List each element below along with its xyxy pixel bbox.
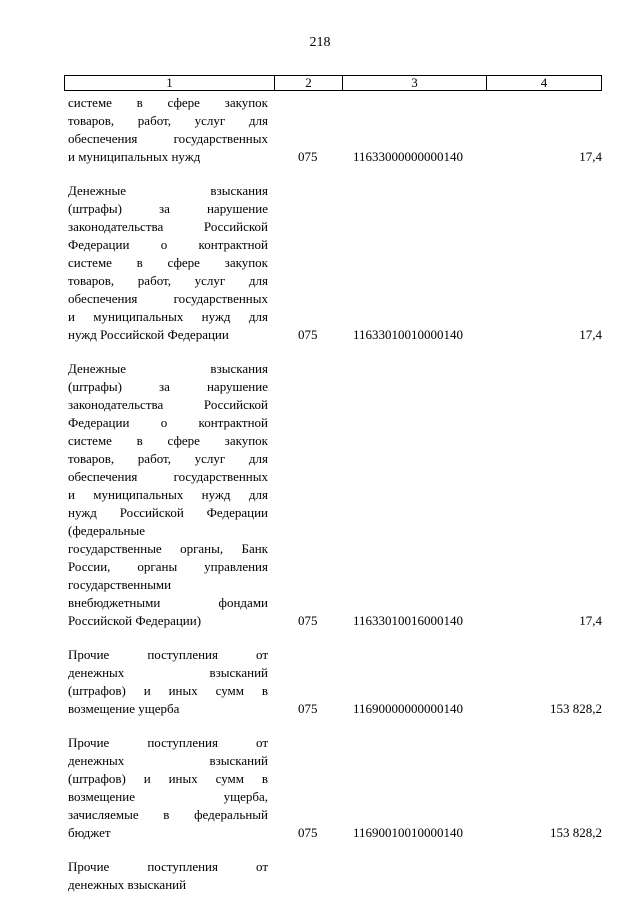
table-row <box>0 646 640 718</box>
admin-code-cell: 075 <box>298 701 318 716</box>
description-line: Прочие поступления от <box>68 647 268 662</box>
description-line: возмещение ущерба, <box>68 789 268 804</box>
description-line: возмещение ущерба <box>68 701 180 716</box>
admin-code-cell: 075 <box>298 613 318 628</box>
description-line: зачисляемые в федеральный <box>68 807 268 822</box>
budget-classification-code-cell: 11633010010000140 <box>353 327 464 342</box>
description-line: товаров, работ, услуг для <box>68 273 268 288</box>
description-line: денежных взысканий <box>68 753 268 768</box>
row-description <box>68 646 268 718</box>
row-description <box>68 734 268 842</box>
description-line: (штрафы) за нарушение <box>68 379 268 394</box>
column-header-3: 3 <box>343 76 487 91</box>
description-line: государственными <box>68 577 172 592</box>
amount-cell: 153 828,2 <box>550 701 602 716</box>
description-line: (штрафов) и иных сумм в <box>68 683 268 698</box>
description-line: Прочие поступления от <box>68 735 268 750</box>
budget-classification-code-cell: 11690010010000140 <box>353 825 464 840</box>
description-line: денежных взысканий <box>68 665 268 680</box>
description-line: законодательства Российской <box>68 219 268 234</box>
admin-code-cell: 075 <box>298 327 318 342</box>
admin-code-cell: 075 <box>298 149 318 164</box>
column-header-table <box>64 75 602 91</box>
description-line: России, органы управления <box>68 559 268 574</box>
table-row <box>0 858 640 894</box>
description-line: Российской Федерации) <box>68 613 202 628</box>
description-line: Федерации о контрактной <box>68 415 268 430</box>
description-line: (штрафов) и иных сумм в <box>68 771 268 786</box>
description-line: системе в сфере закупок <box>68 255 268 270</box>
row-description <box>68 94 268 166</box>
description-line: обеспечения государственных <box>68 469 268 484</box>
table-body <box>0 94 640 910</box>
amount-cell: 17,4 <box>579 327 602 342</box>
row-description <box>68 858 268 894</box>
description-line: (федеральные <box>68 523 145 538</box>
description-line: Федерации о контрактной <box>68 237 268 252</box>
description-line: Прочие поступления от <box>68 859 268 874</box>
description-line: бюджет <box>68 825 111 840</box>
description-line: нужд Российской Федерации <box>68 505 268 520</box>
description-line: и муниципальных нужд для <box>68 309 268 324</box>
description-line: и муниципальных нужд <box>68 149 201 164</box>
description-line: системе в сфере закупок <box>68 95 268 110</box>
description-line: внебюджетными фондами <box>68 595 268 610</box>
amount-cell: 153 828,2 <box>550 825 602 840</box>
table-row <box>0 94 640 166</box>
description-line: законодательства Российской <box>68 397 268 412</box>
description-line: и муниципальных нужд для <box>68 487 268 502</box>
table-row <box>0 360 640 630</box>
column-header-2: 2 <box>275 76 343 91</box>
admin-code-cell: 075 <box>298 825 318 840</box>
description-line: товаров, работ, услуг для <box>68 451 268 466</box>
description-line: Денежные взыскания <box>68 361 268 376</box>
column-header-1: 1 <box>65 76 275 91</box>
description-line: денежных взысканий <box>68 877 187 892</box>
budget-classification-code-cell: 11690000000000140 <box>353 701 464 716</box>
budget-classification-code-cell: 11633000000000140 <box>353 149 464 164</box>
description-line: нужд Российской Федерации <box>68 327 229 342</box>
description-line: (штрафы) за нарушение <box>68 201 268 216</box>
table-row <box>0 734 640 842</box>
amount-cell: 17,4 <box>579 613 602 628</box>
description-line: Денежные взыскания <box>68 183 268 198</box>
budget-classification-code-cell: 11633010016000140 <box>353 613 464 628</box>
row-description <box>68 182 268 344</box>
description-line: товаров, работ, услуг для <box>68 113 268 128</box>
amount-cell: 17,4 <box>579 149 602 164</box>
table-row <box>0 182 640 344</box>
description-line: обеспечения государственных <box>68 131 268 146</box>
description-line: государственные органы, Банк <box>68 541 268 556</box>
page-number: 218 <box>309 35 331 50</box>
column-header-4: 4 <box>487 76 602 91</box>
description-line: обеспечения государственных <box>68 291 268 306</box>
row-description <box>68 360 268 630</box>
description-line: системе в сфере закупок <box>68 433 268 448</box>
